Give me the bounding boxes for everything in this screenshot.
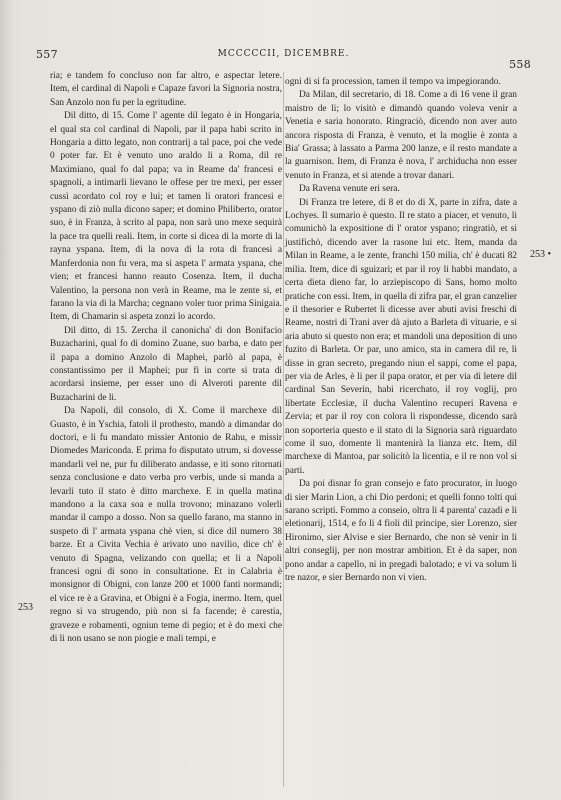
page-number-left: 557 (36, 48, 58, 61)
paragraph: Dil ditto, di 15. Zercha il canonicha' di don Bonifacio Buzacharini, qual fo di domino Zuane, suo barba, e dato per il papa a domino Anzolo di Maphei, parlò al papa, è constantissimo per il Maphei; pur fi in corte si trata di acordarsi insieme, per esser uno di Alveroti parente dil Buzacharini de li. (50, 325, 282, 403)
left-column (50, 70, 282, 646)
scan-gutter-shadow (0, 0, 14, 800)
paragraph: ogni di si fa procession, tamen il tempo va impegiorando. (285, 77, 501, 87)
header-title: MCCCCCII, DICEMBRE. (217, 49, 350, 59)
paragraph: Dil ditto, di 15. Come l' agente dil legato è in Hongaria, el qual sta col cardinal di Napoli, par il papa habi scrito in Hongaria a ditto legato, non contrarij a tal pace, poi che vede 0 poter far. Et è venuto uno araldo li a Roma, dil re Maximiano, qual fo dal papa; va in Reame da' francesi e spagnoli, a intimarli lievano le offese per tre mexi, per esser cussì acordato col roy e lui; et tamen li oratori francesi e yspano di ziò nulla dicono saper; et domino Philiberto, orator suo, è in Franza, à scrito al papa, non sarà uno mexe sequirà la pace tra quelli reali. Item, in corte si dicea di la morte di la rayna yspana. Item, di la nova di la rota di francesi a Manferdonia non fu vera, ma si aspeta l' armata yspana, che vien; et francesi hanno reauto Cosenza. Item, il ducha Valentino, la persona non verà in Reame, ma le zente si, et farano la via di la Marcha; cegnano voler tuor prima Sinigaia. Item, di Chamarin si aspeta zonzi lo acordo. (50, 111, 282, 323)
paragraph: Da Milan, dil secretario, di 18. Come a di 16 vene il gran maistro de li; lo visitò e dimandò quando voleva venir a Venetia e saria honorato. Ringraciò, dicendo non aver auto ancora risposta di Franza, è venuto, et la moglie è zonta a Bia' Grassa; à lassato a Parma 200 lanze, e il resto mandate a la guarnison. Item, di Franza è nova, l' archiducha non esser venuto in Franza, et si atende a trovar danari. (285, 90, 517, 181)
paragraph: Da Napoli, dil consolo, di X. Come il marchexe dil Guasto, è in Yschia, fatoli il prothesto, mandò a dimandar do doctori, e li fu mandato missier Antonio de Rahu, e missir Diomedes Mariconda. E prima fo disputato utrum, si dovesse mandarli vel ne, pur fu diliberato andasse, e iti sono ritornati senza conclusione e dato verba pro verbis, unde si manda a levarli tuto il stato è ditto marchexe. E in quella matina mandono a la caxa soa e nulla trovono; minazano volerli mandar il campo a dosso. Non sa quello farano, ma stanno in suspeto di l' armata yspana chè vien, si dice dil numero 38 barze. Et a Civita Vechia è arivato uno navilio, dice ch' è venuto di Spagna, velizando con quella; et li a Napoli francesi ogni di sono in consultatione. Et in Calabria è monsignor di Obigni, con lanze 200 et 1000 fanti normandi; el vice re è a Gravina, et Obigni è a Fogia, inermo. Item, quel regno si va strugendo, più non si fa facende; è carestia, graveze e robamenti, ogniun teme di pegio; et è do mexi che di li non usano se non piogie e mali tempi, e (50, 406, 282, 645)
paragraph: Di Franza tre letere, di 8 et do di X, parte in zifra, date a Lochyes. Il sumario è questo. Il re stato a piacer, et venuto, li comunichò la expositione di l' orator yspano; ringratiò, et si justifichò, dicendo aver la rasone lui etc. Item, manda da Milan in Reame, a le zente, franchi 150 milia, ch' è ducati 82 milia. Item, dice di sguizari; et par il roy li habbi mandato, a certa dieta dieno far, lo arziepiscopo di Sans, homo molto pratiche con essi. Item, in quella di zifra par, el gran canzelier e il thesorier e Rubertet li dicesse aver abuti avisi freschi di Reame, nostri di Trani aver dà ajuto a Barleta di vituarie, e si aria abuto si questo non era; et mandoli una deposition di uno fuzito di Barleta. Or par, uno amico, sta in camera dil re, li disse in gran secreto, pregando niun el sappi, come el papa, per via de Arles, è li per il papa orator, et per via di letere dil cardinal San Severin, habi ricerchato, il roy voglij, pro libertate Ecclesiæ, il ducha Valentino recuperi Ravena e Zervia; et par il roy con colora li rispondesse, dicendo sarà non soporteria questo e il stato di la Signoria sarà riguardato come il suo, domente li mantenirà la lianza etc. Item, dil marchexe di Mantoa, par solicitò la licentia, e il re non vol si parti. (285, 197, 517, 476)
right-column (285, 76, 517, 585)
margin-note-left: 253 (18, 602, 33, 613)
page-number-right: 558 (509, 58, 531, 71)
margin-note-right: 253 • (530, 249, 552, 260)
column-divider (283, 72, 284, 787)
paragraph: Da poi disnar fo gran consejo e fato procurator, in luogo di sier Marin Lion, a chi Dio perdoni; et quelli fonno tolti qui sarano scripti. Fommo a conseio, oltra li 4 parenta' cazadi e li eletionarij, 1514, e fo li 4 fioli dil principe, sier Lorenzo, sier Hironimo, sier Alvise e sier Bernardo, che non sè venir in li altri conseglij, per non mostrar ambition. Et è da saper, non pono andar a capello, ni in pregadi balotado; e vi va solum li tre nazor, e sier Bernardo non vi vien. (285, 479, 517, 584)
running-header (36, 48, 531, 71)
paragraph: ria; e tandem fo concluso non far altro, e aspectar letere. Item, el cardinal di Napoli e Capaze favori la Signoria nostra, San Anzolo non fu per la egritudine. (50, 71, 282, 108)
paragraph: Da Ravena venute eri sera. (299, 184, 400, 195)
